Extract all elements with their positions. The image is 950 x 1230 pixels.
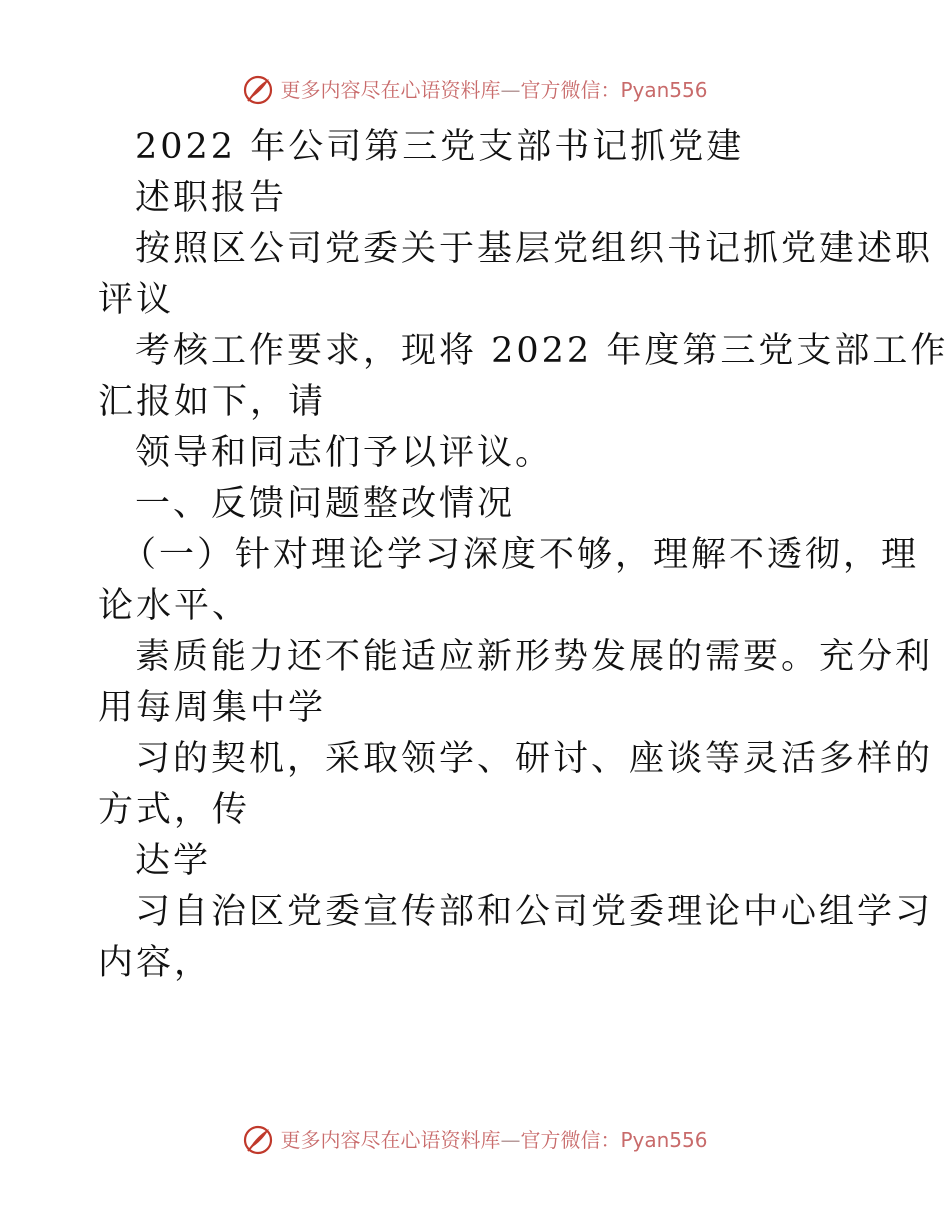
- paragraph-line: 内容，: [98, 943, 213, 983]
- paragraph-line: 习自治区党委宣传部和公司党委理论中心组学习: [135, 892, 934, 932]
- paragraph-line: 评议: [98, 280, 175, 320]
- watermark-contact: 官方微信：Pyan556: [520, 78, 708, 102]
- watermark-main-text: 更多内容尽在心语资料库: [280, 1128, 501, 1152]
- paragraph-line: 论水平、: [98, 586, 251, 626]
- header-watermark: [0, 74, 950, 106]
- paragraph-line: 用每周集中学: [98, 688, 327, 728]
- paragraph-line: 习的契机，采取领学、研讨、座谈等灵活多样的: [135, 739, 934, 779]
- document-body: [98, 122, 949, 989]
- paragraph-line: 领导和同志们予以评议。: [135, 433, 554, 473]
- footer-watermark: [0, 1124, 950, 1156]
- section-heading: 一、反馈问题整改情况: [135, 484, 516, 524]
- watermark-main-text: 更多内容尽在心语资料库: [280, 78, 501, 102]
- watermark-separator: —: [500, 1128, 521, 1152]
- watermark-contact: 官方微信：Pyan556: [520, 1128, 708, 1152]
- paragraph-line: 方式，传: [98, 790, 251, 830]
- subsection-heading-line: （一）针对理论学习深度不够，理解不透彻，理: [121, 535, 920, 575]
- paragraph-line: 汇报如下，请: [98, 382, 327, 422]
- feather-pen-logo-icon: [242, 74, 274, 106]
- document-title-line-1: 2022 年公司第三党支部书记抓党建: [135, 127, 745, 167]
- document-title-line-2: 述职报告: [135, 178, 288, 218]
- paragraph-line: 达学: [135, 841, 212, 881]
- feather-pen-logo-icon: [242, 1124, 274, 1156]
- watermark-separator: —: [500, 78, 521, 102]
- paragraph-line: 考核工作要求，现将 2022 年度第三党支部工作: [135, 331, 949, 371]
- paragraph-line: 按照区公司党委关于基层党组织书记抓党建述职: [135, 229, 934, 269]
- paragraph-line: 素质能力还不能适应新形势发展的需要。充分利: [135, 637, 934, 677]
